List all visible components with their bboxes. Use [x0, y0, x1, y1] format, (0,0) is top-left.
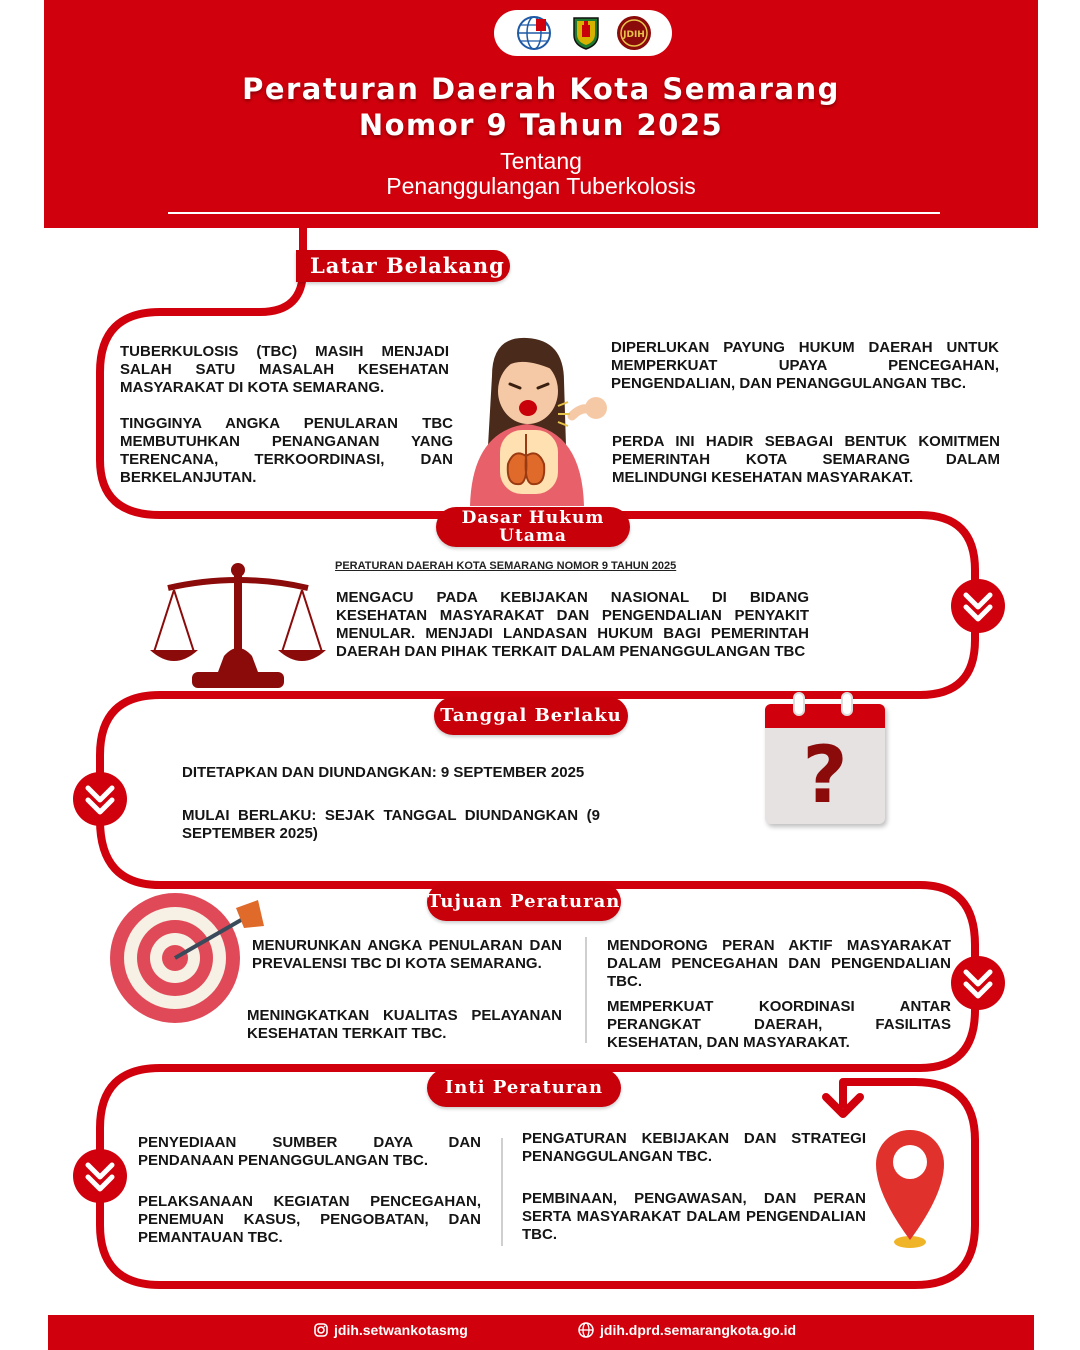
- page-title-line2: Nomor 9 Tahun 2025: [358, 108, 724, 142]
- latar-left-paragraph-2: TINGGINYA ANGKA PENULARAN TBC MEMBUTUHKAN PENANGANAN YANG TERENCANA, TERKOORDINASI, DAN BERKELANJUTAN.: [120, 415, 453, 486]
- calendar-ring-left: [793, 692, 805, 716]
- chevron-down-icon: [950, 578, 1006, 634]
- page-subtitle-line2: Penanggulangan Tuberkolosis: [386, 173, 696, 199]
- section-heading-dasar-hukum: [436, 507, 630, 547]
- latar-right-paragraph-2: PERDA INI HADIR SEBAGAI BENTUK KOMITMEN PEMERINTAH KOTA SEMARANG DALAM MELINDUNGI KESEHATAN MASYARAKAT.: [612, 433, 1000, 486]
- dasar-hukum-body: MENGACU PADA KEBIJAKAN NASIONAL DI BIDANG KESEHATAN MASYARAKAT DAN PENGENDALIAN PENYAKIT MENULAR. MENJADI LANDASAN HUKUM BAGI PEMERINTAH DAERAH DAN PIHAK TERKAIT DALAM PENANGGULANGAN TBC: [336, 589, 809, 660]
- location-pin-icon: [872, 1128, 948, 1252]
- footer-bar: [48, 1315, 1034, 1350]
- chevron-down-icon: [72, 1148, 128, 1204]
- svg-text:JDIH: JDIH: [623, 30, 645, 40]
- tujuan-right-paragraph-1: MENDORONG PERAN AKTIF MASYARAKAT DALAM PENCEGAHAN DAN PENGENDALIAN TBC.: [607, 937, 951, 990]
- chevron-down-icon: [950, 955, 1006, 1011]
- section-heading-inti: Inti Peraturan: [427, 1069, 621, 1107]
- page-subtitle-line1: Tentang: [500, 148, 582, 174]
- section-heading-tujuan: Tujuan Peraturan: [427, 883, 621, 921]
- instagram-icon: [314, 1323, 328, 1337]
- dasar-hukum-heading-line2: Utama: [499, 526, 567, 546]
- coughing-person-illustration-icon: [462, 336, 612, 506]
- dasar-hukum-heading-line1: Dasar Hukum: [461, 508, 605, 528]
- footer-website-url: jdih.dprd.semarangkota.go.id: [600, 1322, 797, 1338]
- footer-website[interactable]: [578, 1322, 796, 1338]
- inti-left-paragraph-2: PELAKSANAAN KEGIATAN PENCEGAHAN, PENEMUAN KASUS, PENGOBATAN, DAN PEMANTAUAN TBC.: [138, 1193, 481, 1246]
- tujuan-left-paragraph-1: MENURUNKAN ANGKA PENULARAN DAN PREVALENSI TBC DI KOTA SEMARANG.: [252, 937, 562, 972]
- inti-right-paragraph-2: PEMBINAAN, PENGAWASAN, DAN PERAN SERTA MASYARAKAT DALAM PENGENDALIAN TBC.: [522, 1190, 866, 1243]
- tujuan-right-paragraph-2: MEMPERKUAT KOORDINASI ANTAR PERANGKAT DAERAH, FASILITAS KESEHATAN, DAN MASYARAKAT.: [607, 998, 951, 1051]
- footer-instagram-handle: jdih.setwankotasmg: [334, 1322, 468, 1338]
- calendar-ring-right: [841, 692, 853, 716]
- tujuan-divider: [585, 937, 587, 1043]
- footer-instagram[interactable]: [314, 1322, 468, 1338]
- justice-scale-icon: [148, 560, 326, 690]
- page-title-line1: Peraturan Daerah Kota Semarang: [242, 72, 840, 106]
- calendar-icon: [765, 704, 885, 824]
- latar-left-paragraph-1: TUBERKULOSIS (TBC) MASIH MENJADI SALAH SATU MASALAH KESEHATAN MASYARAKAT DI KOTA SEMARANG.: [120, 343, 449, 396]
- section-heading-latar-belakang: Latar Belakang: [296, 250, 510, 282]
- tanggal-mulai-berlaku: MULAI BERLAKU: SEJAK TANGGAL DIUNDANGKAN (9 SEPTEMBER 2025): [182, 807, 600, 842]
- calendar-header: [765, 704, 885, 728]
- inti-divider: [501, 1138, 503, 1246]
- latar-right-paragraph-1: DIPERLUKAN PAYUNG HUKUM DAERAH UNTUK MEMPERKUAT UPAYA PENCEGAHAN, PENGENDALIAN, DAN PENANGGULANGAN TBC.: [611, 339, 999, 392]
- tujuan-left-paragraph-2: MENINGKATKAN KUALITAS PELAYANAN KESEHATAN TERKAIT TBC.: [247, 1007, 562, 1042]
- globe-icon: [578, 1322, 594, 1338]
- section-heading-tanggal-berlaku: Tanggal Berlaku: [434, 697, 628, 735]
- inti-left-paragraph-1: PENYEDIAAN SUMBER DAYA DAN PENDANAAN PENANGGULANGAN TBC.: [138, 1134, 481, 1169]
- calendar-question-mark: ?: [802, 731, 848, 821]
- dasar-hukum-reference: PERATURAN DAERAH KOTA SEMARANG NOMOR 9 TAHUN 2025: [335, 560, 677, 572]
- target-arrow-icon: [108, 892, 268, 1024]
- inti-right-paragraph-1: PENGATURAN KEBIJAKAN DAN STRATEGI PENANGGULANGAN TBC.: [522, 1130, 866, 1165]
- tanggal-ditetapkan: DITETAPKAN DAN DIUNDANGKAN: 9 SEPTEMBER 2025: [182, 764, 585, 781]
- chevron-down-icon: [72, 771, 128, 827]
